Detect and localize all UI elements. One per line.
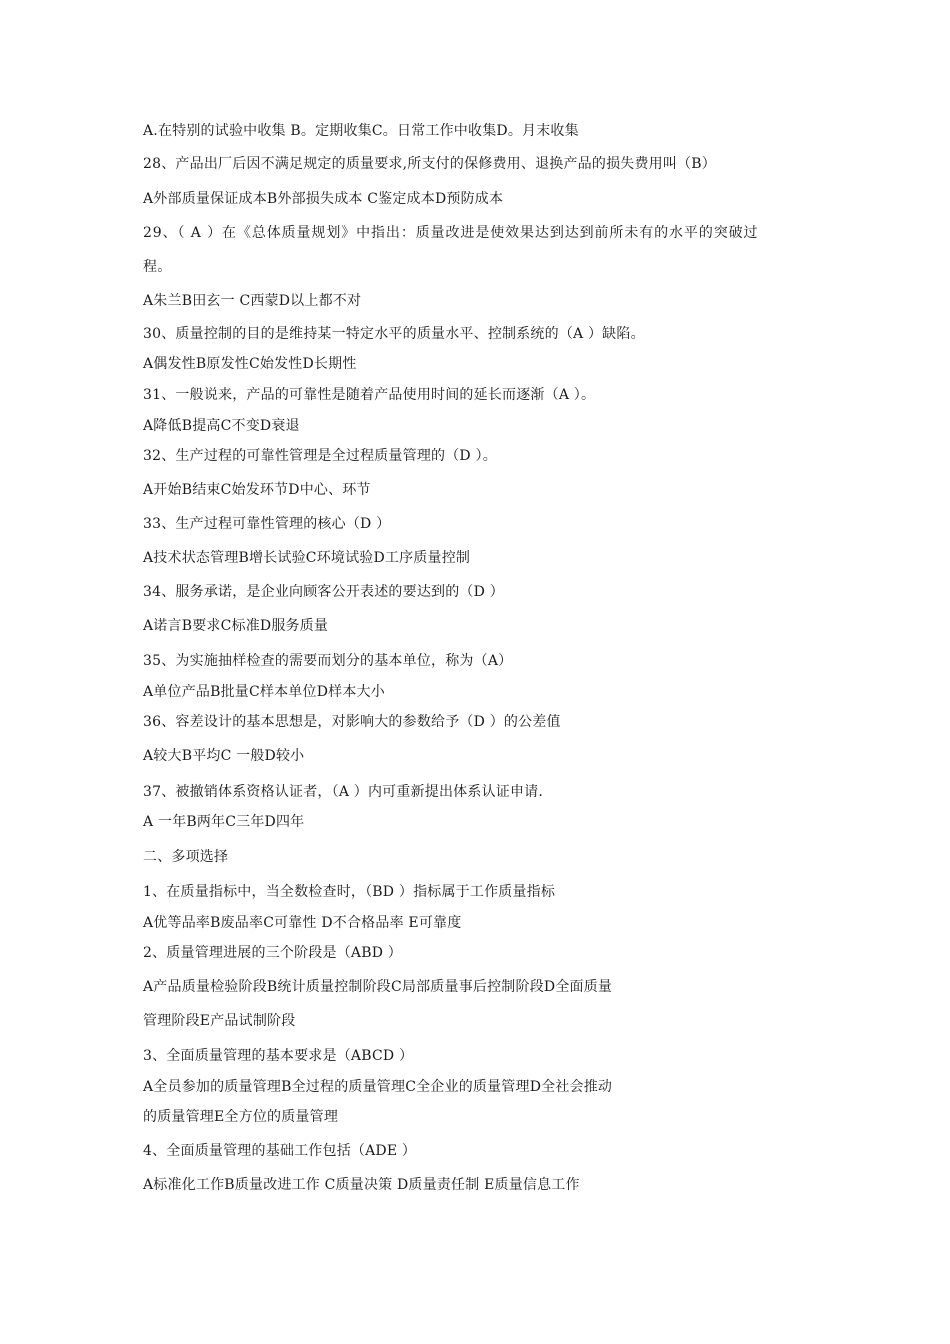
multi-answer-options-4: A标准化工作B质量改进工作 C质量决策 D质量责任制 E质量信息工作 — [143, 1177, 580, 1193]
answer-options-29: A朱兰B田玄一 C西蒙D以上都不对 — [143, 293, 362, 309]
answer-options-34: A诺言B要求C标准D服务质量 — [143, 618, 329, 634]
question-29: 29、（ A ）在《总体质量规划》中指出：质量改进是使效果达到达到前所未有的水平的突破过 — [143, 225, 759, 241]
question-36: 36、容差设计的基本思想是，对影响大的参数给予（D ）的公差值 — [143, 714, 561, 730]
multi-answer-options-2-continued: 管理阶段E产品试制阶段 — [143, 1013, 296, 1029]
answer-options-32: A开始B结束C始发环节D中心、环节 — [143, 482, 371, 498]
multi-question-1: 1、在质量指标中，当全数检查时，（BD ）指标属于工作质量指标 — [143, 884, 556, 900]
answer-options-30: A偶发性B原发性C始发性D长期性 — [143, 356, 357, 372]
multi-question-4: 4、全面质量管理的基础工作包括（ADE ） — [143, 1143, 417, 1159]
multi-answer-options-1: A优等品率B废品率C可靠性 D不合格品率 E可靠度 — [143, 915, 462, 931]
multi-answer-options-3: A全员参加的质量管理B全过程的质量管理C全企业的质量管理D全社会推动 — [143, 1079, 613, 1095]
answer-options-33: A技术状态管理B增长试验C环境试验D工序质量控制 — [143, 550, 471, 566]
answer-options-35: A单位产品B批量C样本单位D样本大小 — [143, 684, 385, 700]
question-35: 35、为实施抽样检查的需要而划分的基本单位，称为（A） — [143, 653, 513, 669]
answer-options-31: A降低B提高C不变D衰退 — [143, 418, 300, 434]
answer-options-28: A外部质量保证成本B外部损失成本 C鉴定成本D预防成本 — [143, 191, 504, 207]
multi-answer-options-3-continued: 的质量管理E全方位的质量管理 — [143, 1109, 339, 1125]
question-28: 28、产品出厂后因不满足规定的质量要求,所支付的保修费用、退换产品的损失费用叫（B） — [143, 156, 716, 172]
multi-question-2: 2、质量管理进展的三个阶段是（ABD ） — [143, 945, 402, 961]
answer-options-36: A较大B平均C 一般D较小 — [143, 748, 305, 764]
question-34: 34、服务承诺，是企业向顾客公开表述的要达到的（D ） — [143, 584, 504, 600]
text-line: A.在特别的试验中收集 B。定期收集C。日常工作中收集D。月末收集 — [143, 123, 579, 139]
multi-answer-options-2: A产品质量检验阶段B统计质量控制阶段C局部质量事后控制阶段D全面质量 — [143, 979, 613, 995]
question-33: 33、生产过程可靠性管理的核心（D ） — [143, 516, 391, 532]
multi-question-3: 3、全面质量管理的基本要求是（ABCD ） — [143, 1048, 414, 1064]
question-29-continued: 程。 — [143, 259, 172, 275]
question-30: 30、质量控制的目的是维持某一特定水平的质量水平、控制系统的（A ）缺陷。 — [143, 326, 645, 342]
question-37: 37、被撤销体系资格认证者，（A ）内可重新提出体系认证申请. — [143, 784, 544, 800]
question-32: 32、生产过程的可靠性管理是全过程质量管理的（D ）。 — [143, 448, 497, 464]
answer-options-37: A 一年B两年C三年D四年 — [143, 814, 305, 830]
section-heading: 二、多项选择 — [143, 849, 229, 865]
question-31: 31、一般说来，产品的可靠性是随着产品使用时间的延长而逐渐（A ）。 — [143, 387, 596, 403]
